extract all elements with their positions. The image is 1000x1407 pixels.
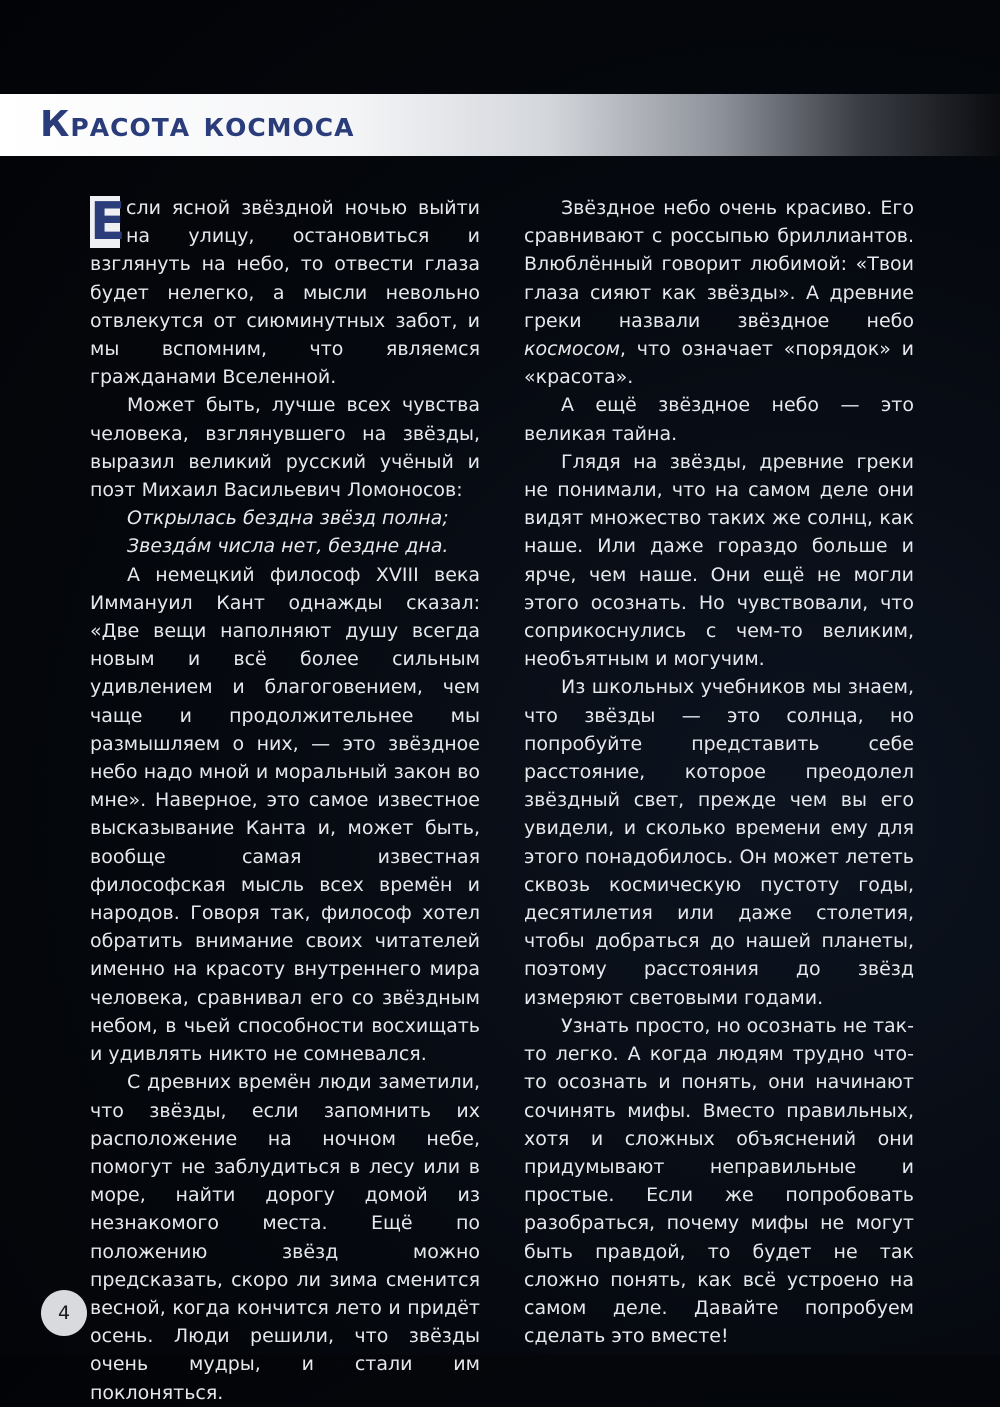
paragraph: А ещё звёздное небо — это великая тайна. bbox=[524, 394, 914, 445]
paragraph: Из школьных учебников мы знаем, что звёзды — это солнца, но попробуйте представить себе расстояние, которое преодолел звёздный свет, прежде чем вы его увидели, и сколько времени ему для этого понадобилось. Он может лететь сквозь космическую пустоту годы, десятилетия или даже столетия, чтобы добраться до нашей планеты, поэтому расстояния до звёзд измеряют световыми годами. bbox=[524, 676, 914, 1009]
paragraph bbox=[90, 194, 480, 391]
drop-cap: Е bbox=[90, 192, 126, 252]
page-title: Красота космоса bbox=[40, 104, 355, 145]
paragraph-text: Звёздное небо очень красиво. Его сравнивают с россыпью бриллиантов. Влюблённый говорит любимой: «Твои глаза сияют как звёзды». А древние греки назвали звёздное небо bbox=[524, 197, 914, 332]
paragraph bbox=[524, 194, 914, 391]
paragraph: Глядя на звёзды, древние греки не понимали, что на самом деле они видят множество таких же солнц, как наше. Или даже гораздо больше и ярче, чем наше. Они ещё не могли этого осознать. Но чувствовали, что соприкоснулись с чем-то великим, необъятным и могучим. bbox=[524, 450, 914, 671]
paragraph: Может быть, лучше всех чувства человека, взглянувшего на звёзды, выразил великий русский учёный и поэт Михаил Васильевич Ломоносов: bbox=[90, 394, 480, 502]
paragraph-text: , что означает «порядок» и «красота». bbox=[524, 338, 914, 389]
paragraph: С древних времён люди заметили, что звёзды, если запомнить их расположение на ночном небе, помогут не заблудиться в лесу или в море, найти дорогу домой из незнакомого места. Ещё по положению звёзд можно предсказать, скоро ли зима сменится весной, когда кончится лето и придёт осень. Люди решили, что звёзды очень мудры, и стали им поклоняться. bbox=[90, 1071, 480, 1404]
emphasis: космосом bbox=[524, 338, 620, 361]
page-number: 4 bbox=[41, 1290, 87, 1336]
paragraph-text: сли ясной звёздной ночью выйти на улицу, остановиться и взглянуть на небо, то отвести глаза будет нелегко, а мысли невольно отвлекутся от сиюминутных забот, и мы вспомним, что являемся гражданами Вселенной. bbox=[90, 197, 480, 389]
verse-line: Звезда́м числа нет, бездне дна. bbox=[127, 535, 449, 558]
paragraph: Узнать просто, но осознать не так-то легко. А когда людям трудно что-то осознать и понять, они начинают сочинять мифы. Вместо правильных, хотя и сложных объяснений они придумывают неправильные и простые. Если же попробовать разобраться, почему мифы не могут быть правдой, то будет не так сложно понять, как всё устроено на самом деле. Давайте попробуем сделать это вместе! bbox=[524, 1014, 914, 1348]
verse-line: Открылась бездна звёзд полна; bbox=[127, 507, 449, 530]
paragraph: А немецкий философ XVIII века Иммануил Кант однажды сказал: «Две вещи наполняют душу всегда новым и всё более сильным удивлением и благоговением, чем чаще и продолжительнее мы размышляем о них, — это звёздное небо надо мной и моральный закон во мне». Наверное, это самое известное высказывание Канта и, может быть, вообще самая известная философская мысль всех времён и народов. Говоря так, философ хотел обратить внимание своих читателей именно на красоту внутреннего мира человека, сравнивал его со звёздным небом, в чьей способности восхищать и удивлять никто не сомневался. bbox=[90, 563, 480, 1066]
right-column bbox=[524, 194, 914, 1350]
title-banner bbox=[0, 94, 1000, 156]
left-column bbox=[90, 194, 480, 1407]
